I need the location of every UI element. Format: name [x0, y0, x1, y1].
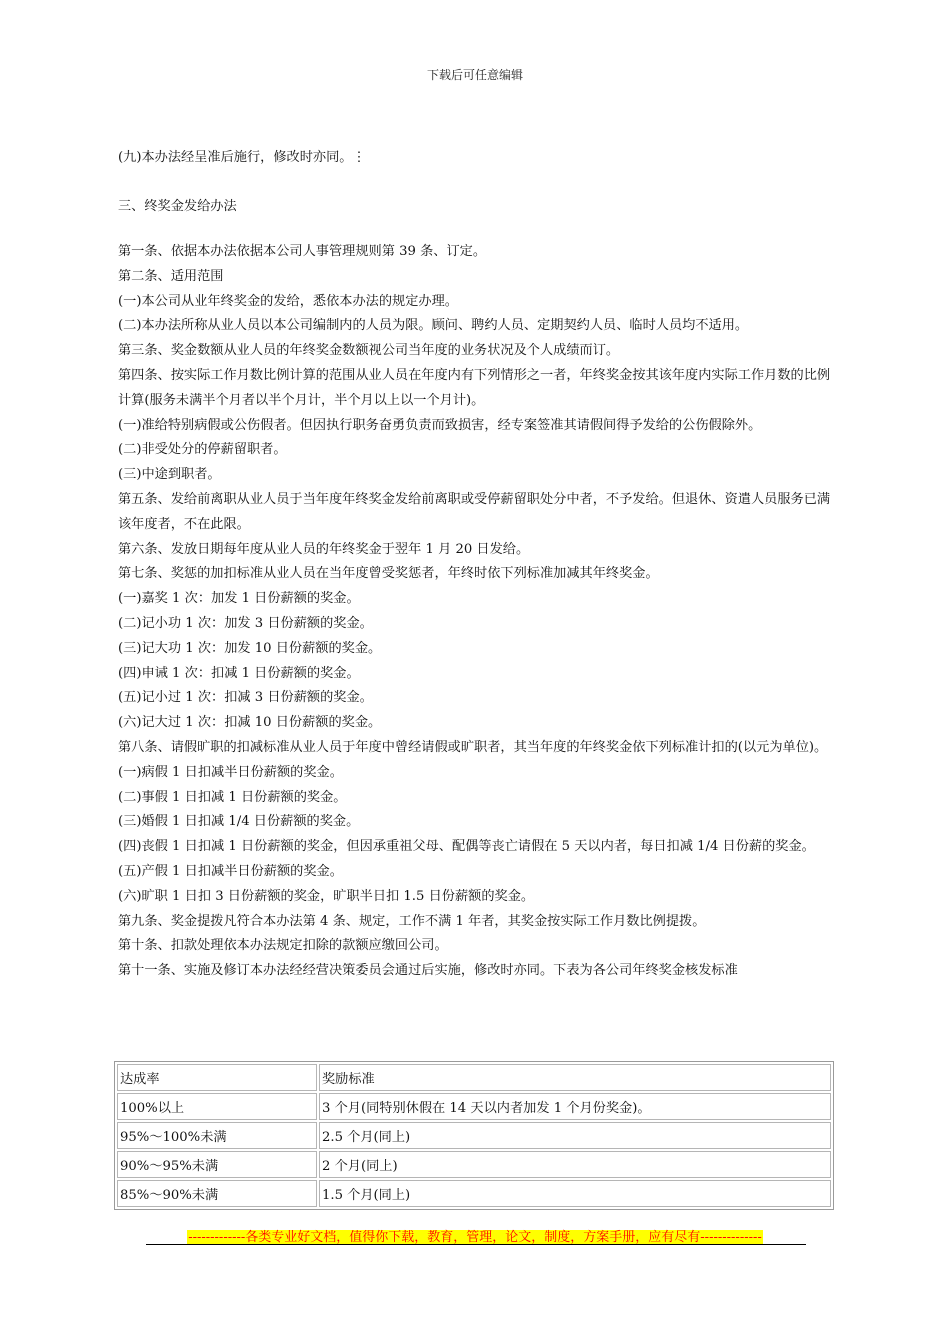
article-line: (六)记大过 1 次：扣减 10 日份薪额的奖金。 [118, 715, 382, 731]
article-line: 第十条、扣款处理依本办法规定扣除的款额应缴回公司。 [118, 938, 448, 954]
intro-line: (九)本办法经呈准后施行，修改时亦同。⋮ [118, 150, 366, 165]
table-cell: 2.5 个月(同上) [319, 1122, 831, 1149]
article-line: (三)记大功 1 次：加发 10 日份薪额的奖金。 [118, 640, 382, 656]
article-line: (五)记小过 1 次：扣减 3 日份薪额的奖金。 [118, 690, 373, 706]
table-row [117, 1122, 831, 1149]
bonus-standard-table-wrap [114, 1061, 834, 1210]
article-line: (二)非受处分的停薪留职者。 [118, 442, 287, 458]
article-line: 第十一条、实施及修订本办法经经营决策委员会通过后实施，修改时亦同。下表为各公司年终奖金核发标准 [118, 963, 738, 979]
section-heading: 三、终奖金发给办法 [118, 199, 237, 214]
footer-divider [146, 1244, 806, 1245]
page-header-note: 下载后可任意编辑 [426, 68, 523, 82]
table-row [117, 1151, 831, 1178]
footer-banner-text: -------------各类专业好文档，值得你下载，教育，管理，论文，制度，方案手册，应有尽有-------------- [188, 1230, 762, 1245]
table-cell: 90%～95%未满 [117, 1151, 317, 1178]
article-line: 第一条、依据本办法依据本公司人事管理规则第 39 条、订定。 [118, 244, 487, 259]
article-line: (四)申诫 1 次：扣减 1 日份薪额的奖金。 [118, 665, 360, 681]
article-line: 第九条、奖金提拨凡符合本办法第 4 条、规定，工作不满 1 年者，其奖金按实际工作月数比例提拨。 [118, 913, 706, 929]
footer-banner [0, 1226, 950, 1246]
table-header-cell: 达成率 [117, 1064, 317, 1091]
article-line: (一)本公司从业年终奖金的发给，悉依本办法的规定办理。 [118, 293, 458, 309]
article-line: 第二条、适用范围 [118, 268, 224, 284]
table-cell: 100%以上 [117, 1093, 317, 1120]
article-line: 第五条、发给前离职从业人员于当年度年终奖金发给前离职或受停薪留职处分中者，不予发给。但退休、资遣人员服务已满该年度者，不在此限。 [118, 491, 831, 532]
articles-block [118, 240, 832, 984]
table-cell: 2 个月(同上) [319, 1151, 831, 1178]
table-header-row [117, 1064, 831, 1091]
article-line: (三)婚假 1 日扣减 1/4 日份薪额的奖金。 [118, 814, 360, 830]
article-line: (一)准给特别病假或公伤假者。但因执行职务奋勇负责而致损害，经专案签准其请假间得予发给的公伤假除外。 [118, 417, 762, 433]
table-cell: 1.5 个月(同上) [319, 1180, 831, 1207]
article-line: (三)中途到职者。 [118, 467, 221, 483]
article-line: (一)病假 1 日扣减半日份薪额的奖金。 [118, 764, 343, 780]
article-line: (二)本办法所称从业人员以本公司编制内的人员为限。顾问、聘约人员、定期契约人员、临时人员均不适用。 [118, 318, 749, 334]
bonus-standard-table [114, 1061, 834, 1210]
article-line: 第六条、发放日期每年度从业人员的年终奖金于翌年 1 月 20 日发给。 [118, 541, 530, 557]
article-line: (六)旷职 1 日扣 3 日份薪额的奖金，旷职半日扣 1.5 日份薪额的奖金。 [118, 888, 535, 904]
article-line: (五)产假 1 日扣减半日份薪额的奖金。 [118, 863, 343, 879]
table-header-cell: 奖励标准 [319, 1064, 831, 1091]
table-row [117, 1093, 831, 1120]
article-line: 第七条、奖惩的加扣标准从业人员在当年度曾受奖惩者，年终时依下列标准加减其年终奖金。 [118, 566, 659, 582]
article-line: 第四条、按实际工作月数比例计算的范围从业人员在年度内有下列情形之一者，年终奖金按其该年度内实际工作月数的比例计算(服务未满半个月者以半个月计，半个月以上以一个月计)。 [118, 367, 831, 408]
table-cell: 85%～90%未满 [117, 1180, 317, 1207]
article-line: 第三条、奖金数额从业人员的年终奖金数额视公司当年度的业务状况及个人成绩而订。 [118, 343, 620, 359]
article-line: (四)丧假 1 日扣减 1 日份薪额的奖金，但因承重祖父母、配偶等丧亡请假在 5 天以内者，每日扣减 1/4 日份薪的奖金。 [118, 839, 815, 855]
table-row [117, 1180, 831, 1207]
table-cell: 95%～100%未满 [117, 1122, 317, 1149]
article-line: (一)嘉奖 1 次：加发 1 日份薪额的奖金。 [118, 591, 360, 607]
table-cell: 3 个月(同特别休假在 14 天以内者加发 1 个月份奖金)。 [319, 1093, 831, 1120]
article-line: (二)记小功 1 次：加发 3 日份薪额的奖金。 [118, 615, 373, 631]
article-line: 第八条、请假旷职的扣减标准从业人员于年度中曾经请假或旷职者，其当年度的年终奖金依下列标准计扣的(以元为单位)。 [118, 739, 828, 755]
article-line: (二)事假 1 日扣减 1 日份薪额的奖金。 [118, 789, 347, 805]
